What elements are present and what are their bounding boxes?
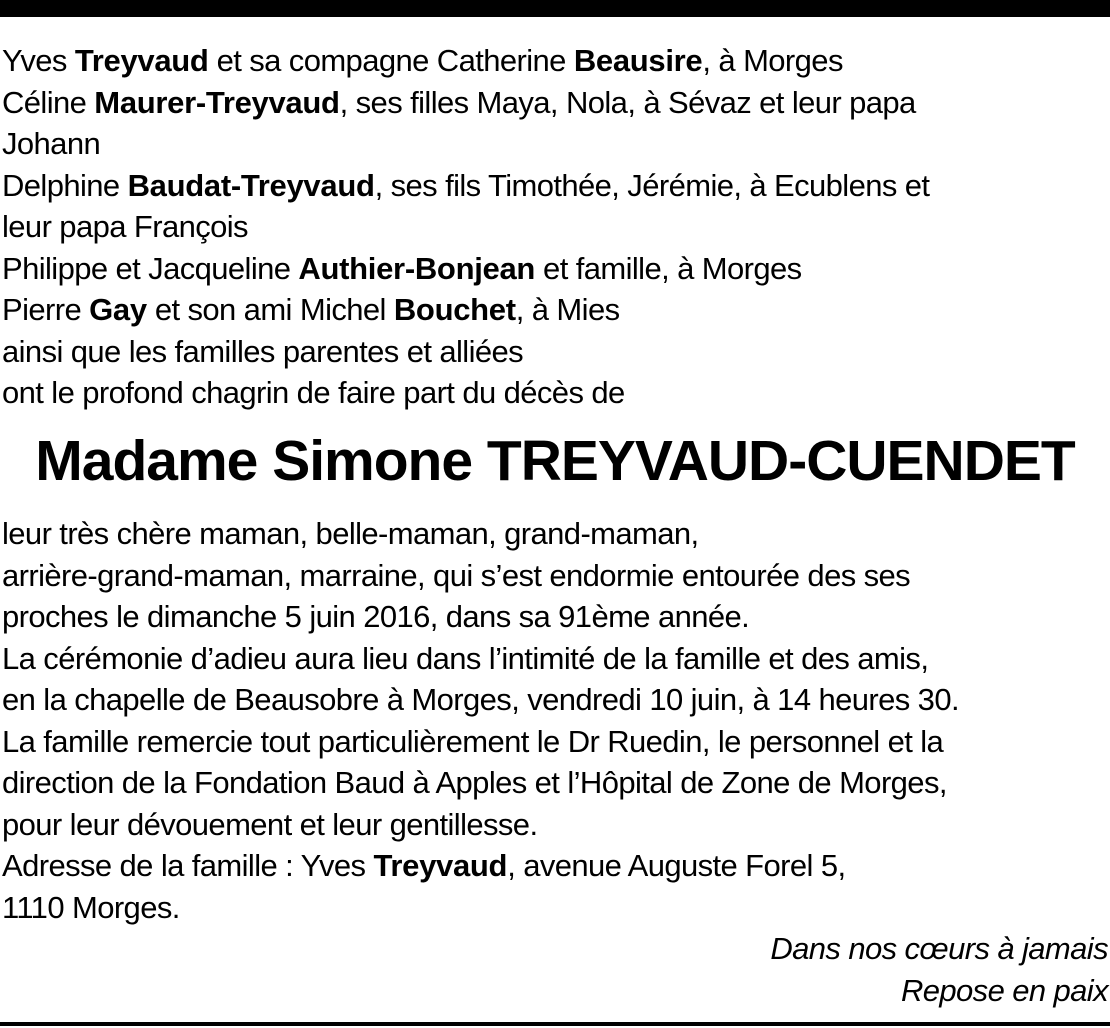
- body-line: [2, 596, 1108, 638]
- surname: Gay: [89, 292, 147, 327]
- text: direction de la Fondation Baud à Apples et l’Hôpital de Zone de Morges,: [2, 765, 947, 800]
- text: leur très chère maman, belle-maman, grand-maman,: [2, 516, 699, 551]
- surname: Treyvaud: [373, 848, 508, 883]
- family-line: [2, 248, 1108, 290]
- body-line: [2, 679, 1108, 721]
- family-line: [2, 331, 1108, 373]
- text: leur papa François: [2, 209, 248, 244]
- surname: Bouchet: [393, 292, 516, 327]
- family-line: [2, 165, 1108, 207]
- text: Yves: [2, 43, 75, 78]
- text: proches le dimanche 5 juin 2016, dans sa 91ème année.: [2, 599, 750, 634]
- text: et son ami Michel: [146, 292, 394, 327]
- text: et sa compagne Catherine: [208, 43, 574, 78]
- text: Philippe et Jacqueline: [2, 250, 299, 286]
- family-list: [2, 40, 1108, 414]
- family-line: [2, 82, 1108, 124]
- text: Delphine: [2, 167, 128, 203]
- text: 1110 Morges.: [2, 889, 180, 925]
- family-line: [2, 123, 1108, 165]
- family-line: [2, 289, 1108, 331]
- text: Pierre: [2, 292, 90, 327]
- body-line: [2, 513, 1108, 555]
- text: en la chapelle de Beausobre à Morges, vendredi 10 juin, à 14 heures 30.: [2, 682, 959, 717]
- family-line: [2, 372, 1108, 414]
- text: Céline: [2, 84, 95, 120]
- body-line: [2, 845, 1108, 887]
- body-line: [2, 638, 1108, 680]
- text: , ses filles Maya, Nola, à Sévaz et leur papa: [339, 84, 916, 120]
- closing-line: Dans nos cœurs à jamais: [770, 931, 1108, 966]
- body-line: [2, 887, 1108, 929]
- text: , à Mies: [515, 292, 620, 327]
- closing-words: [770, 928, 1108, 1011]
- body-line: [2, 721, 1108, 763]
- text: , ses fils Timothée, Jérémie, à Ecublens et: [374, 167, 930, 203]
- text: Adresse de la famille : Yves: [2, 848, 374, 883]
- body-line: [2, 762, 1108, 804]
- text: et famille, à Morges: [535, 250, 802, 286]
- surname: Beausire: [573, 43, 703, 78]
- text: La famille remercie tout particulièrement le Dr Ruedin, le personnel et la: [2, 723, 944, 759]
- text: La cérémonie d’adieu aura lieu dans l’intimité de la famille et des amis,: [2, 640, 929, 676]
- surname: Authier-Bonjean: [298, 250, 536, 286]
- text: Johann: [2, 126, 101, 161]
- bottom-rule: [0, 1022, 1110, 1026]
- body-line: [2, 555, 1108, 597]
- text: pour leur dévouement et leur gentillesse.: [2, 806, 538, 842]
- surname: Maurer-Treyvaud: [94, 84, 340, 120]
- top-rule: [0, 0, 1110, 17]
- closing-line: Repose en paix: [900, 972, 1108, 1008]
- text: , à Morges: [702, 43, 843, 78]
- text: , avenue Auguste Forel 5,: [507, 848, 846, 883]
- text: ont le profond chagrin de faire part du décès de: [2, 375, 625, 410]
- text: ainsi que les familles parentes et alliées: [2, 333, 524, 369]
- body-line: [2, 804, 1108, 846]
- surname: Treyvaud: [74, 43, 209, 78]
- text: arrière-grand-maman, marraine, qui s’est endormie entourée des ses: [2, 557, 911, 593]
- surname: Baudat-Treyvaud: [127, 167, 375, 203]
- family-line: [2, 40, 1108, 82]
- family-line: [2, 206, 1108, 248]
- deceased-name: Madame Simone TREYVAUD-CUENDET: [35, 429, 1075, 493]
- announcement-body: [2, 513, 1108, 928]
